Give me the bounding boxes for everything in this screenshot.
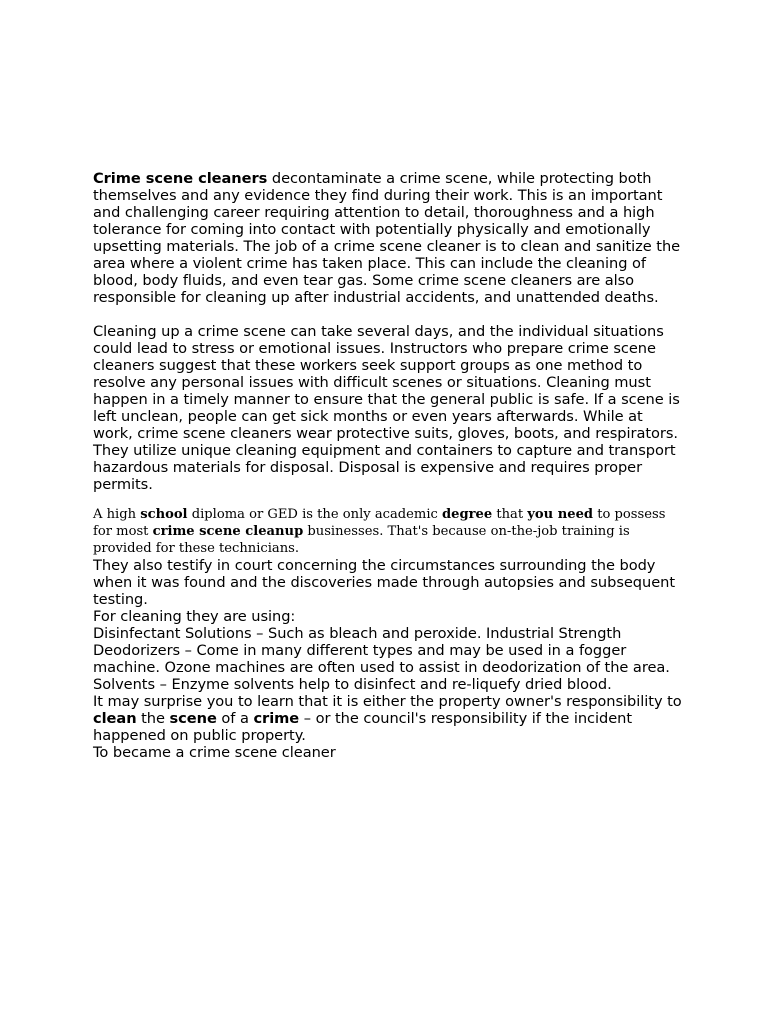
bold-run: crime (253, 710, 300, 727)
text-run: the (136, 710, 170, 727)
text-run: A high (93, 507, 141, 522)
text-run: of a (216, 710, 254, 727)
paragraph-spacer (93, 493, 683, 506)
bold-lead-text: Crime scene cleaners (93, 170, 268, 187)
bold-run: degree (442, 507, 493, 522)
text-run: It may surprise you to learn that it is either the property owner's responsibility to (93, 693, 682, 710)
text-run: that (492, 507, 528, 522)
paragraph-cleaning-duration: Cleaning up a crime scene can take several days, and the individual situations could lead to stress or emotional issues. Instructors who prepare crime scene cleaners suggest that these workers seek support groups as one method to resolve any personal issues with difficult scenes or situations. Cleaning must happen in a timely manner to ensure that the general public is safe. If a scene is left unclean, people can get sick months or even years afterwards. While at work, crime scene cleaners wear protective suits, gloves, boots, and respirators. They utilize unique cleaning equipment and containers to capture and transport hazardous materials for disposal. Disposal is expensive and requires proper permits. (93, 323, 680, 493)
paragraph-spacer (93, 306, 683, 323)
text-run: diploma or GED is the only academic (187, 507, 442, 522)
bold-run: you need (527, 507, 594, 522)
bold-run: school (140, 507, 188, 522)
paragraph-cleaning-products: Disinfectant Solutions – Such as bleach and peroxide. Industrial Strength Deodorizers – Come in many different types and may be used in a fogger machine. Ozone machines are often used to assist in deodorization of the area. Solvents – Enzyme solvents help to disinfect and re-liquefy dried blood. (93, 625, 670, 693)
paragraph-became-cleaner: To became a crime scene cleaner (93, 744, 336, 761)
document-body (93, 170, 683, 761)
paragraph-education (93, 506, 683, 557)
paragraph-text: decontaminate a crime scene, while protecting both themselves and any evidence they find during their work. This is an important and challenging career requiring attention to detail, thoroughness and a high tolerance for coming into contact with potentially physically and emotionally upsetting materials. The job of a crime scene cleaner is to clean and sanitize the area where a violent crime has taken place. This can include the cleaning of blood, body fluids, and even tear gas. Some crime scene cleaners are also responsible for cleaning up after industrial accidents, and unattended deaths. (93, 170, 681, 306)
text-run: businesses. That's because on-the-job training is provided for these technicians. (93, 524, 630, 556)
bold-run: scene (169, 710, 217, 727)
paragraph-responsibility (93, 693, 683, 744)
bold-run: clean (93, 710, 137, 727)
paragraph-intro (93, 170, 683, 306)
text-run: – or the council's responsibility if the incident happened on public property. (93, 710, 633, 744)
bold-run: crime scene cleanup (152, 524, 304, 539)
paragraph-testify: They also testify in court concerning the circumstances surrounding the body when it was found and the discoveries made through autopsies and subsequent testing. (93, 557, 676, 608)
text-run: to possess for most (93, 507, 666, 539)
paragraph-cleaning-intro: For cleaning they are using: (93, 608, 296, 625)
